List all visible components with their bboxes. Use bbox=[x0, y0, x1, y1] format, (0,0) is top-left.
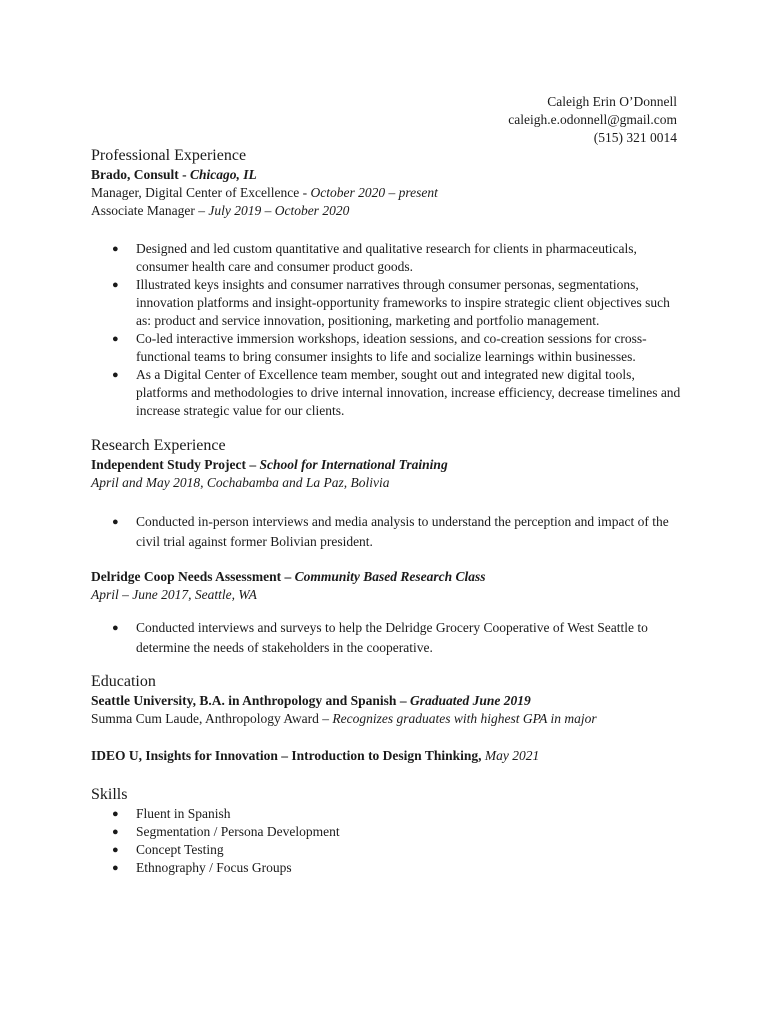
project2-org: Community Based Research Class bbox=[294, 569, 486, 584]
project1-name: Independent Study Project – bbox=[91, 457, 260, 472]
role2-dates: July 2019 – October 2020 bbox=[208, 203, 350, 218]
list-item: ● Conducted in-person interviews and media analysis to understand the perception and impact of the civil trial against former Bolivian president. bbox=[112, 514, 669, 549]
project2-dates: April – June 2017, Seattle, WA bbox=[91, 587, 257, 602]
list-item: ● Segmentation / Persona Development bbox=[112, 824, 340, 839]
list-item: ● Conducted interviews and surveys to help the Delridge Grocery Cooperative of West Seattle to determine the needs of stakeholders in the cooperative. bbox=[112, 620, 648, 655]
section-title-professional: Professional Experience bbox=[91, 147, 247, 164]
certificate-name: IDEO U, Insights for Innovation – Introduction to Design Thinking, bbox=[91, 748, 482, 763]
list-item: ● As a Digital Center of Excellence team member, sought out and integrated new digital tools, platforms and methodologies to drive internal innovation, increase efficiency, decrease timelines and increase strategic value for our clients. bbox=[112, 367, 681, 418]
contact-email: caleigh.e.odonnell@gmail.com bbox=[508, 112, 677, 127]
contact-name: Caleigh Erin O’Donnell bbox=[547, 94, 677, 109]
project2-name: Delridge Coop Needs Assessment – bbox=[91, 569, 295, 584]
list-item: ● Concept Testing bbox=[112, 842, 224, 857]
resume-content bbox=[91, 146, 681, 877]
employer-line bbox=[91, 166, 681, 184]
project1-bullets bbox=[91, 512, 681, 552]
role1-title: Manager, Digital Center of Excellence - bbox=[91, 185, 311, 200]
list-item: ● Fluent in Spanish bbox=[112, 806, 231, 821]
contact-phone: (515) 321 0014 bbox=[593, 130, 677, 145]
list-item: ● Illustrated keys insights and consumer narratives through consumer personas, segmentations, innovation platforms and insight-opportunity frameworks to inspire strategic client objectives such as: product and service innovation, positioning, marketing and portfolio management. bbox=[112, 277, 670, 328]
graduation-date: Graduated June 2019 bbox=[409, 693, 531, 708]
role-line-2 bbox=[91, 202, 681, 220]
certificate-line bbox=[91, 747, 681, 765]
section-title-skills: Skills bbox=[91, 786, 128, 803]
school-name: Seattle University, B.A. in Anthropology and Spanish – bbox=[91, 693, 410, 708]
honors-line bbox=[91, 710, 681, 728]
section-title-education: Education bbox=[91, 673, 156, 690]
list-item: ● Ethnography / Focus Groups bbox=[112, 860, 292, 875]
employer-location: Chicago, IL bbox=[190, 167, 257, 182]
project2-bullets bbox=[91, 618, 681, 658]
professional-bullets bbox=[91, 240, 681, 420]
contact-block bbox=[508, 93, 677, 147]
project1-line bbox=[91, 456, 681, 474]
project1-dates: April and May 2018, Cochabamba and La Paz, Bolivia bbox=[91, 475, 390, 490]
honors: Summa Cum Laude, Anthropology Award – bbox=[91, 711, 333, 726]
honors-note: Recognizes graduates with highest GPA in major bbox=[332, 711, 597, 726]
skills-list bbox=[91, 805, 681, 877]
list-item: ● Designed and led custom quantitative and qualitative research for clients in pharmaceuticals, consumer health care and consumer product goods. bbox=[112, 241, 637, 274]
list-item: ● Co-led interactive immersion workshops, ideation sessions, and co-creation sessions for cross-functional teams to bring consumer insights to life and socialize learnings within businesses. bbox=[112, 331, 647, 364]
school-line bbox=[91, 692, 681, 710]
section-title-research: Research Experience bbox=[91, 437, 226, 454]
employer-name: Brado, Consult - bbox=[91, 167, 191, 182]
role-line-1 bbox=[91, 184, 681, 202]
role1-dates: October 2020 – present bbox=[310, 185, 438, 200]
role2-title: Associate Manager – bbox=[91, 203, 209, 218]
certificate-date: May 2021 bbox=[481, 748, 540, 763]
project1-org: School for International Training bbox=[259, 457, 448, 472]
project2-line bbox=[91, 568, 681, 586]
